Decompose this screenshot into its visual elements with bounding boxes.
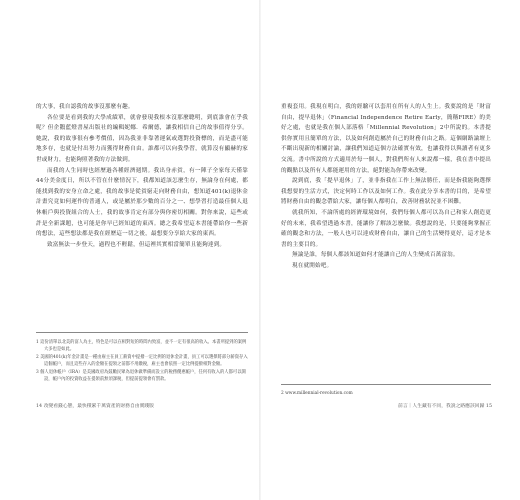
- paragraph: 而我的人生同時也經歷過各種經濟週期。我出身赤貧，有一陣子全家每天僅靠44分美金度日，所以不管在什麼情況下，我都知道該怎麼生存，無論身在何處，都能找到我的安身立命之處，我的故事是從貧窮走向財務自由，想知道401(k)退休金計畫究竟如何運作的普通人，或是屬於那少數的百分之一、想學習打造最佳個人退休帳戶與投資組合的人士，我的故事肯定有部分與你密切相關。對你來說，這些或許是全新課題，也可能是你早已經知道的東西。總之我希望這本書能帶給你一些新的想法，這些想法都是我在經歷這一切之後，最想要分享給大家的東西。: [36, 167, 248, 238]
- footnote: 1 這份清單以北美的富人為主，特色是可以在相對短的時間內致富，並不一定有很高的收入。本書所提到的案例大多也是如此。: [36, 340, 247, 352]
- left-page: [0, 0, 259, 500]
- footnote: 2 美國的401(k)年金計畫是一種由雇主在員工薪資中提撥一定比例的退休金計畫，員工可以選擇將部分薪資存入這個帳戶，而且這些存入的金額在提領之前都不用繳稅，雇主也會依照一定比例提撥相對金額。: [36, 355, 248, 367]
- left-body-text: [36, 102, 248, 250]
- right-body-text: [281, 102, 491, 272]
- paragraph: 無論是誰，每個人都該知道如何才能讓自己的人生變成百萬富翁。: [292, 252, 459, 259]
- paragraph: 的大事，我自認我的故事沒那麼有趣。: [36, 104, 134, 110]
- paragraph: 重複套用。我現在明白，我的經驗可以套用在所有人的人生上。我要說的是「財富自由，提早退休」（Financial Independence Retire Early，簡稱FIRE）的美好之處，也就是我在個人部落格「Millennial Revolution」2中所說的。本書提供你實用且簡單的方法，以及如何創造屬於自己的財務自由之路。這個網路論壇上不斷出現新的相關討論，讓我們知道這個方法確實有效，也讓我得以與讀者有更多交流。書中所說的方式適用於每一個人，對我們所有人來說都一樣，我在書中提出的觀點以及所有人都能運用的方法，絕對能為你帶來改變。: [281, 104, 491, 174]
- right-page-folio: 前言｜人生藏有不同，我說之路應該回歸 15: [398, 404, 492, 409]
- url-footnote: 2 www.millennial-revolution.com: [281, 384, 491, 397]
- paragraph: 現在就開始吧。: [292, 262, 333, 269]
- paragraph: 致富無法一步登天，過程也不輕鬆，但這裡其實相當簡單且能夠達到。: [47, 241, 226, 248]
- left-page-folio: 14 改變看錢心態，最快積累千萬資產的財務自由實踐版: [36, 404, 154, 409]
- right-page: [261, 0, 520, 500]
- footnote: 3 個人退休帳戶（IRA）是美國政府為鼓勵民眾為退休做準備而設立的稅務優惠帳戶，任何有收入的人都可以開設，帳戶內的投資收益在提領前無須課稅，但提前提領會有罰款。: [36, 370, 246, 382]
- paragraph: 說到底，我「提早退休」了，並非指我在工作上無法勝任，而是指我能夠選擇我想要的生活方式，決定何時工作以及如何工作。我在此分享本書的目的，是希望將財務自由的觀念帶給大家，讓每個人都明白，改善財務狀況並不困難。: [281, 178, 491, 206]
- paragraph: 各位要是看到我的大學成績單，就會發現我根本沒那麼聰明，到底誰會在乎我呢？但企鵝藍燈書屋出版社的編輯妮娜．希爾德，讓我相信自己的故事值得分享。她說，我的故事很有參考價值，因為我並非靠著運氣或選對投資標的，而是盡可能地多存，也就是付出努力而獲得財務自由。誰都可以向我學習，就算沒有顯赫的家世或財力，也能夠照著我的方法做到。: [36, 114, 248, 163]
- paragraph: 就我所知，不論所處的經濟環境如何，我們每個人都可以為自己和家人創造更好的未來，我希望透過本書，能讓你了解該怎麼做。我想說的是，只要能夠掌握正確的觀念和方法，一般人也可以達成財務自由，讓自己的生活變得更好，這才是本書的主要目的。: [281, 209, 491, 248]
- footnotes: [36, 332, 248, 384]
